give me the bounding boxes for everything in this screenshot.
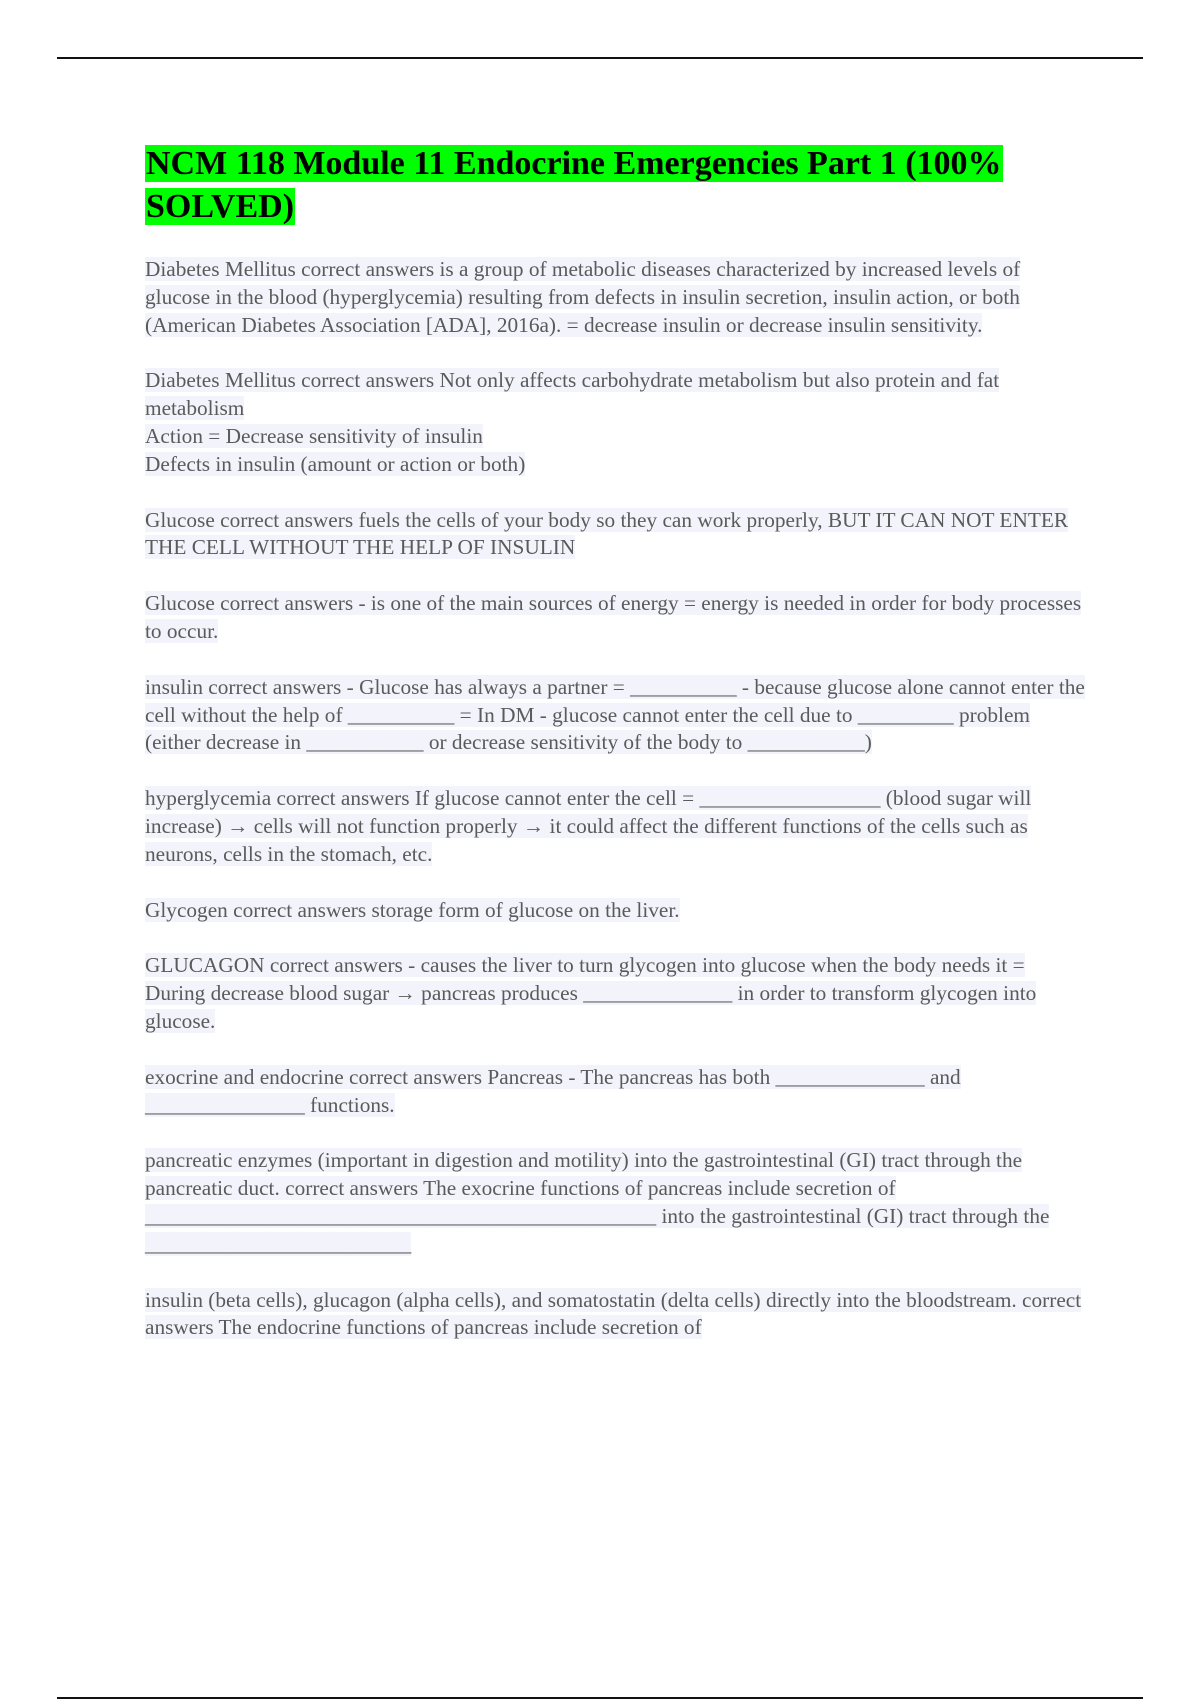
page-title-text: NCM 118 Module 11 Endocrine Emergencies Part 1 (100% SOLVED) (146, 145, 1002, 225)
entry-line (145, 367, 1090, 423)
entry-endocrine-functions (145, 1287, 1090, 1343)
entry-line (145, 423, 1090, 451)
document-body (145, 142, 1090, 1370)
entry-text: Glucose correct answers fuels the cells of your body so they can work properly, BUT IT CAN NOT ENTER THE CELL WITHOUT THE HELP OF INSULIN (145, 507, 1069, 560)
entry-glycogen (145, 897, 1090, 925)
entry-hyperglycemia (145, 785, 1090, 868)
entry-diabetes-mellitus-1 (145, 256, 1090, 339)
entry-text: insulin (beta cells), glucagon (alpha cells), and somatostatin (delta cells) directly into the bloodstream. correct answers The endocrine functions of pancreas include secretion of (145, 1287, 1082, 1340)
entry-text: Glucose correct answers - is one of the main sources of energy = energy is needed in order for body processes to occur. (145, 591, 1082, 643)
page-title (145, 142, 1090, 228)
entry-text: Defects in insulin (amount or action or both) (145, 451, 526, 476)
entry-text: Glycogen correct answers storage form of glucose on the liver. (145, 897, 680, 922)
header-rule (57, 57, 1143, 59)
entry-text: Diabetes Mellitus correct answers Not only affects carbohydrate metabolism but also protein and fat metabolism (145, 368, 1000, 421)
entry-diabetes-mellitus-2 (145, 367, 1090, 478)
entry-insulin (145, 674, 1090, 757)
entry-text: pancreatic enzymes (important in digestion and motility) into the gastrointestinal (GI) tract through the pancreatic duct. correct answers The exocrine functions of pancreas include secretion of ________________________________________________ into the gastrointestinal (GI) tract through the _________________________ (145, 1148, 1050, 1256)
entry-pancreatic-enzymes (145, 1147, 1090, 1258)
entry-text: Action = Decrease sensitivity of insulin (145, 423, 483, 448)
entry-exocrine-endocrine (145, 1064, 1090, 1120)
entry-text: GLUCAGON correct answers - causes the liver to turn glycogen into glucose when the body needs it = During decrease blood sugar → pancreas produces ______________ in order to transform glycogen into glucose. (145, 953, 1037, 1033)
entry-text: Diabetes Mellitus correct answers is a group of metabolic diseases characterized by increased levels of glucose in the blood (hyperglycemia) resulting from defects in insulin secretion, insulin action, or both (American Diabetes Association [ADA], 2016a). = decrease insulin or decrease insulin sensitivity. (145, 257, 1021, 337)
entry-text: insulin correct answers - Glucose has always a partner = __________ - because glucose alone cannot enter the cell without the help of __________ = In DM - glucose cannot enter the cell due to _________ problem (either decrease in ___________ or decrease sensitivity of the body to ___________) (145, 674, 1085, 755)
entry-glucose-2 (145, 590, 1090, 646)
entry-text: hyperglycemia correct answers If glucose cannot enter the cell = _________________ (blood sugar will increase) → cells will not function properly → it could affect the different functions of the cells such as neurons, cells in the stomach, etc. (145, 786, 1032, 866)
entry-glucagon (145, 952, 1090, 1035)
footer-rule (57, 1697, 1143, 1699)
entry-glucose-1 (145, 507, 1090, 563)
entry-line (145, 451, 1090, 479)
entry-text: exocrine and endocrine correct answers Pancreas - The pancreas has both ______________ and _______________ functions. (145, 1064, 961, 1117)
